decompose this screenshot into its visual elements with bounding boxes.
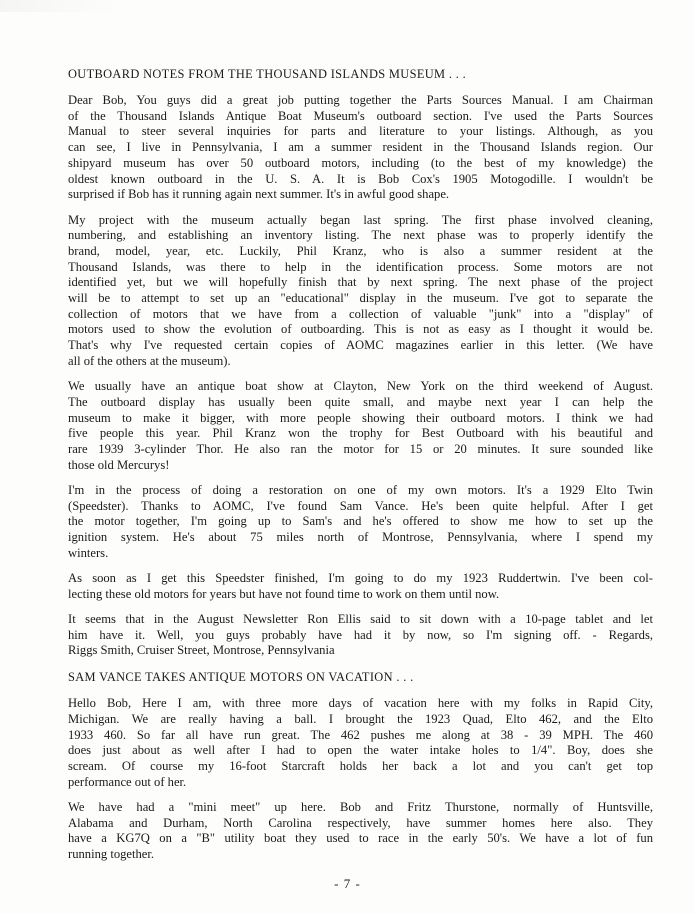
text-line: It seems that in the August Newsletter Ron Ellis said to sit down with a 10-page tablet and let bbox=[68, 612, 653, 627]
paragraph bbox=[68, 696, 653, 790]
text-line: motors used to show the evolution of outboarding. This is not as easy as I thought it would be. bbox=[68, 322, 653, 337]
text-line: him have it. Well, you guys probably have had it by now, so I'm signing off. - Regards, bbox=[68, 627, 653, 642]
text-line: scream. Of course my 16-foot Starcraft holds her back a lot and you can't get top bbox=[68, 758, 653, 773]
paragraph bbox=[68, 379, 653, 473]
text-line: rare 1939 3-cylinder Thor. He also ran the motor for 15 or 20 minutes. It sure sounded like bbox=[68, 441, 653, 456]
paragraph bbox=[68, 213, 653, 370]
text-line: We usually have an antique boat show at Clayton, New York on the third weekend of August. bbox=[68, 379, 653, 394]
text-line: those old Mercurys! bbox=[68, 457, 170, 472]
text-line: have a KG7Q on a "B" utility boat they used to race in the early 50's. We have a lot of fun bbox=[68, 831, 653, 846]
text-line: 1933 460. So far all have run great. The 462 pushes me along at 38 - 39 MPH. The 460 bbox=[68, 727, 653, 742]
text-line: Dear Bob, You guys did a great job putting together the Parts Sources Manual. I am Chairman bbox=[68, 93, 653, 107]
text-line: of the Thousand Islands Antique Boat Museum's outboard section. I've used the Parts Sources bbox=[68, 108, 653, 123]
scan-smudge bbox=[0, 0, 120, 12]
text-line: surprised if Bob has it running again next summer. It's in awful good shape. bbox=[68, 187, 450, 202]
paragraph bbox=[68, 571, 653, 602]
text-line: can see, I live in Pennsylvania, I am a summer resident in the Thousand Islands region. Our bbox=[68, 140, 653, 155]
paragraph bbox=[68, 483, 653, 562]
text-line: That's why I've requested certain copies of AOMC magazines earlier in this letter. (We have bbox=[68, 338, 653, 353]
text-line: running together. bbox=[68, 847, 155, 862]
text-line: numbering, and establishing an inventory listing. The next phase was to properly identify the bbox=[68, 228, 653, 243]
text-line: does just about as well after I had to open the water intake holes to 1/4". Boy, does she bbox=[68, 743, 653, 758]
section-heading-sam-vance: SAM VANCE TAKES ANTIQUE MOTORS ON VACATION . . . bbox=[68, 670, 414, 685]
text-line: shipyard museum has over 50 outboard motors, including (to the best of my knowledge) the bbox=[68, 155, 653, 170]
text-line: winters. bbox=[68, 545, 109, 560]
text-line: performance out of her. bbox=[68, 774, 187, 789]
text-line: brand, model, year, etc. Luckily, Phil Kranz, who is also a summer resident at the bbox=[68, 243, 653, 258]
text-line: collection of motors that we have from a collection of valuable "junk" into a "display" of bbox=[68, 306, 653, 321]
page-number: - 7 - bbox=[334, 876, 361, 891]
text-line: identified yet, but we will hopefully finish that by next spring. The next phase of the project bbox=[68, 275, 653, 290]
text-line: all of the others at the museum). bbox=[68, 353, 231, 368]
text-line: museum to make it bigger, with more people showing their outboard motors. I think we had bbox=[68, 410, 653, 425]
text-line: lecting these old motors for years but have not found time to work on them until now. bbox=[68, 586, 500, 601]
paragraph bbox=[68, 800, 653, 863]
text-line: Michigan. We are really having a ball. I brought the 1923 Quad, Elto 462, and the Elto bbox=[68, 711, 653, 726]
text-line: We have had a "mini meet" up here. Bob and Fritz Thurstone, normally of Huntsville, bbox=[68, 799, 653, 814]
page-content bbox=[68, 66, 653, 863]
text-line: Hello Bob, Here I am, with three more days of vacation here with my folks in Rapid City, bbox=[68, 696, 653, 711]
text-line: oldest known outboard in the U. S. A. It is Bob Cox's 1905 Motogodille. I wouldn't be bbox=[68, 171, 653, 186]
section-body-thousand-islands bbox=[68, 93, 653, 659]
paragraph bbox=[68, 93, 653, 203]
section-heading-thousand-islands: OUTBOARD NOTES FROM THE THOUSAND ISLANDS MUSEUM . . . bbox=[68, 67, 467, 81]
text-line: My project with the museum actually began last spring. The first phase involved cleaning, bbox=[68, 212, 653, 227]
text-line: the motor together, I'm going up to Sam's and he's offered to show me how to set up the bbox=[68, 514, 653, 529]
text-line: The outboard display has usually been quite small, and maybe next year I can help the bbox=[68, 394, 653, 409]
paragraph bbox=[68, 612, 653, 659]
text-line: Manual to steer several inquiries for parts and literature to your listings. Although, as you bbox=[68, 124, 653, 139]
text-line: ignition system. He's about 75 miles north of Montrose, Pennsylvania, where I spend my bbox=[68, 530, 653, 545]
text-line: As soon as I get this Speedster finished, I'm going to do my 1923 Ruddertwin. I've been col- bbox=[68, 571, 653, 586]
text-line: will be to attempt to set up an "educational" display in the museum. I've got to separate the bbox=[68, 291, 653, 306]
text-line: Alabama and Durham, North Carolina respectively, have summer homes here also. They bbox=[68, 815, 653, 830]
text-line: Thousand Islands, was there to help in the identification process. Some motors are not bbox=[68, 259, 653, 274]
text-line: I'm in the process of doing a restoration on one of my own motors. It's a 1929 Elto Twin bbox=[68, 482, 653, 497]
text-line: Riggs Smith, Cruiser Street, Montrose, Pennsylvania bbox=[68, 643, 335, 658]
text-line: (Speedster). Thanks to AOMC, I've found Sam Vance. He's been quite helpful. After I get bbox=[68, 498, 653, 513]
text-line: five people this year. Phil Kranz won the trophy for Best Outboard with his beautiful and bbox=[68, 426, 653, 441]
section-body-sam-vance bbox=[68, 696, 653, 863]
